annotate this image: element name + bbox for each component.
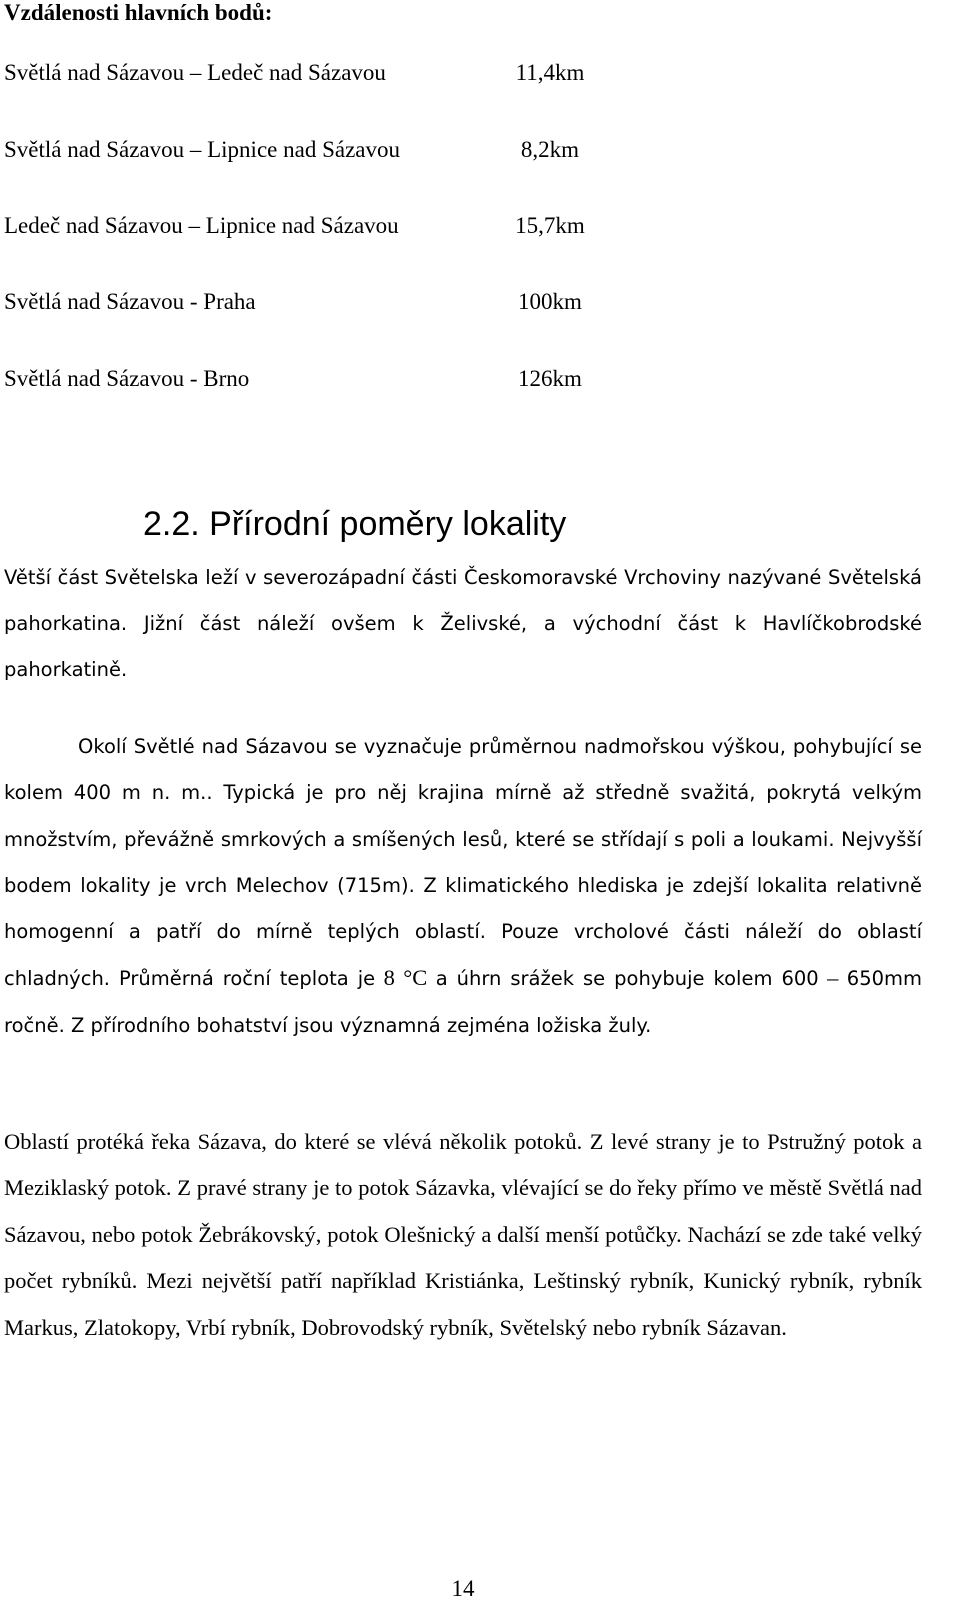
paragraph-climate [4,724,922,1049]
distance-row [0,211,960,241]
distance-route: Světlá nad Sázavou - Praha [4,289,256,314]
paragraph-climate-dash: – [818,965,847,991]
distance-value: 100km [518,289,582,314]
distance-route: Světlá nad Sázavou - Brno [4,366,250,391]
distance-value: 15,7km [515,213,585,238]
paragraph-climate-text-a: Okolí Světlé nad Sázavou se vyznačuje průměrnou nadmořskou výškou, pohybující se kolem 400 m n. m.. Typická je pro něj krajina mírně až středně svažitá, pokrytá velkým množstvím, převážně smrkových a smíšených lesů, které se střídají s poli a loukami. Nejvyšší bodem lokality je vrch Melechov (715m). Z klimatického hlediska je zdejší lokalita relativně homogenní a patří do mírně teplých oblastí. Pouze vrcholové části náleží do oblastí chladných. Průměrná roční teplota je [4,735,922,991]
distance-value: 8,2km [520,137,580,162]
paragraph-landscape: Větší část Světelska leží v severozápadní části Českomoravské Vrchoviny nazývané Světelská pahorkatina. Jižní část náleží ovšem k Želivské, a východní část k Havlíčkobrodské pahorkatině. [4,566,922,681]
distances-heading: Vzdálenosti hlavních bodů: [4,0,273,25]
distance-row [0,287,960,317]
distance-row [0,364,960,394]
distance-route: Ledeč nad Sázavou – Lipnice nad Sázavou [4,213,399,238]
distance-route: Světlá nad Sázavou – Lipnice nad Sázavou [4,137,400,162]
paragraph-climate-text-c: 650mm ročně. Z přírodního bohatství jsou významná zejména ložiska žuly. [4,967,922,1037]
distance-value: 11,4km [515,60,585,85]
paragraph-climate-text-b: a úhrn srážek se pohybuje kolem 600 [435,967,819,991]
distance-row [0,58,960,88]
paragraph-waters: Oblastí protéká řeka Sázava, do které se vlévá několik potoků. Z levé strany je to Pstružný potok a Meziklaský potok. Z pravé strany je to potok Sázavka, vlévající se do řeky přímo ve městě Světlá nad Sázavou, nebo potok Žebrákovský, potok Olešnický a další menší potůčky. Nachází se zde také velký počet rybníků. Mezi největší patří například Kristiánka, Leštinský rybník, Kunický rybník, rybník Markus, Zlatokopy, Vrbí rybník, Dobrovodský rybník, Světelský nebo rybník Sázavan. [4,1129,922,1340]
distance-value: 126km [518,366,582,391]
section-title: 2.2. Přírodní poměry lokality [143,505,567,543]
paragraph-climate-temperature: 8 °C [375,965,436,991]
distance-route: Světlá nad Sázavou – Ledeč nad Sázavou [4,60,386,85]
page-number: 14 [451,1576,475,1601]
distance-row [0,135,960,165]
